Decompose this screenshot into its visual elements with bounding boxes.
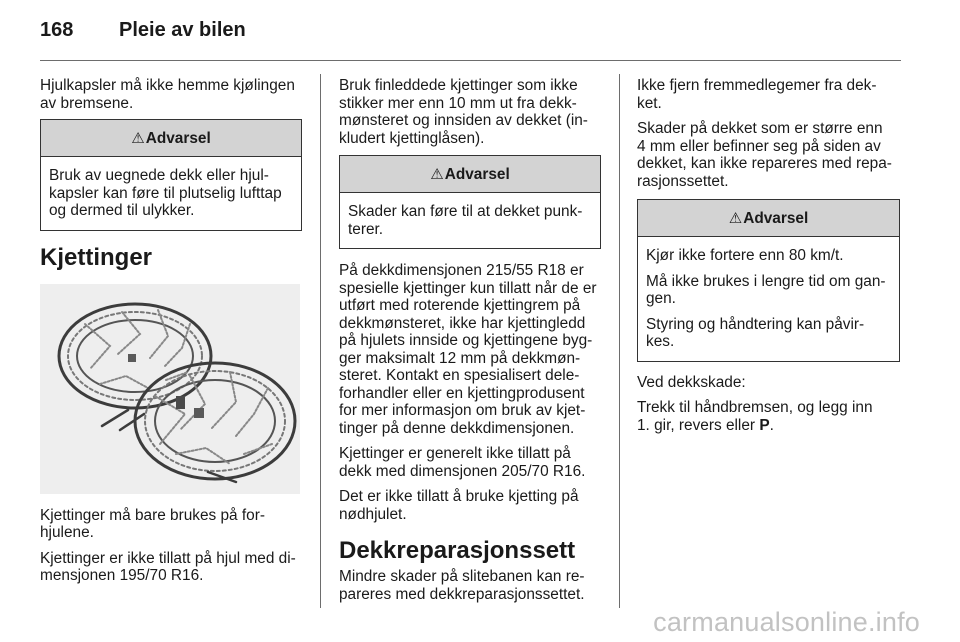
paragraph: Det er ikke tillatt å bruke kjetting på nødhjulet.	[339, 488, 579, 523]
warning-header: ⚠Advarsel	[638, 200, 899, 237]
warning-text: Må ikke brukes i lengre tid om gan- gen.	[646, 272, 886, 307]
warning-text: Skader kan føre til at dekket punk- terer.	[348, 203, 583, 238]
paragraph: Ved dekkskade:	[637, 373, 746, 391]
warning-box-3	[637, 199, 900, 362]
snow-chains-image	[40, 284, 300, 494]
warning-header: ⚠Advarsel	[340, 156, 600, 193]
warning-triangle-icon: ⚠	[131, 129, 145, 147]
warning-text: Kjør ikke fortere enn 80 km/t.	[646, 247, 844, 264]
column-divider-1	[320, 74, 321, 608]
column-divider-2	[619, 74, 620, 608]
paragraph: Mindre skader på slitebanen kan re- pareres med dekkreparasjonssettet.	[339, 568, 585, 603]
paragraph: Skader på dekket som er større enn 4 mm eller befinner seg på siden av dekket, kan ikke repareres med repa- rasjonssettet.	[637, 120, 892, 190]
column-2	[339, 77, 601, 611]
page-title: Pleie av bilen	[119, 19, 246, 41]
column-1	[40, 77, 302, 593]
page-number: 168	[40, 19, 74, 41]
warning-text: Styring og håndtering kan påvir- kes.	[646, 315, 865, 350]
paragraph: Kjettinger er generelt ikke tillatt på dekk med dimensjonen 205/70 R16.	[339, 445, 586, 480]
paragraph: Kjettinger må bare brukes på for- hjulene.	[40, 506, 265, 541]
paragraph: Kjettinger er ikke tillatt på hjul med di- mensjonen 195/70 R16.	[40, 549, 296, 584]
warning-text: Bruk av uegnede dekk eller hjul- kapsler kan føre til plutselig lufttap og dermed til ulykker.	[49, 167, 282, 219]
watermark: carmanualsonline.info	[653, 607, 920, 637]
column-3	[637, 77, 900, 442]
paragraph: Bruk finleddede kjettinger som ikke stikker mer enn 10 mm ut fra dekk- mønsteret og innsiden av dekket (in- kludert kjettinglåsen).	[339, 77, 588, 147]
warning-box-2	[339, 155, 601, 249]
paragraph: Ikke fjern fremmedlegemer fra dek- ket.	[637, 77, 877, 112]
header-divider	[40, 60, 901, 61]
warning-header: ⚠Advarsel	[41, 120, 301, 157]
warning-box-1	[40, 119, 302, 231]
paragraph: På dekkdimensjonen 215/55 R18 er spesielle kjettinger kun tillatt når de er utført med roterende kjettingrem på dekkmønsteret, ikke har kjettingledd på hjulets innside og kjettingene byg- ger maksimalt 12 mm på dekkmøn- steret. Kontakt en spesialisert dele- forhandler eller en kjettingprodusent for mer informasjon om bruk av kjet- tinger på denne dekkdimensjonen.	[339, 262, 597, 437]
intro-paragraph: Hjulkapsler må ikke hemme kjølingen av bremsene.	[40, 77, 295, 112]
paragraph: Trekk til håndbremsen, og legg inn 1. gir, revers eller P.	[637, 399, 873, 434]
heading-dekkreparasjonssett: Dekkreparasjonssett	[339, 537, 576, 564]
warning-triangle-icon: ⚠	[728, 209, 743, 227]
warning-triangle-icon: ⚠	[430, 165, 444, 183]
gear-position-p: P	[759, 416, 770, 434]
heading-kjettinger: Kjettinger	[40, 243, 153, 271]
